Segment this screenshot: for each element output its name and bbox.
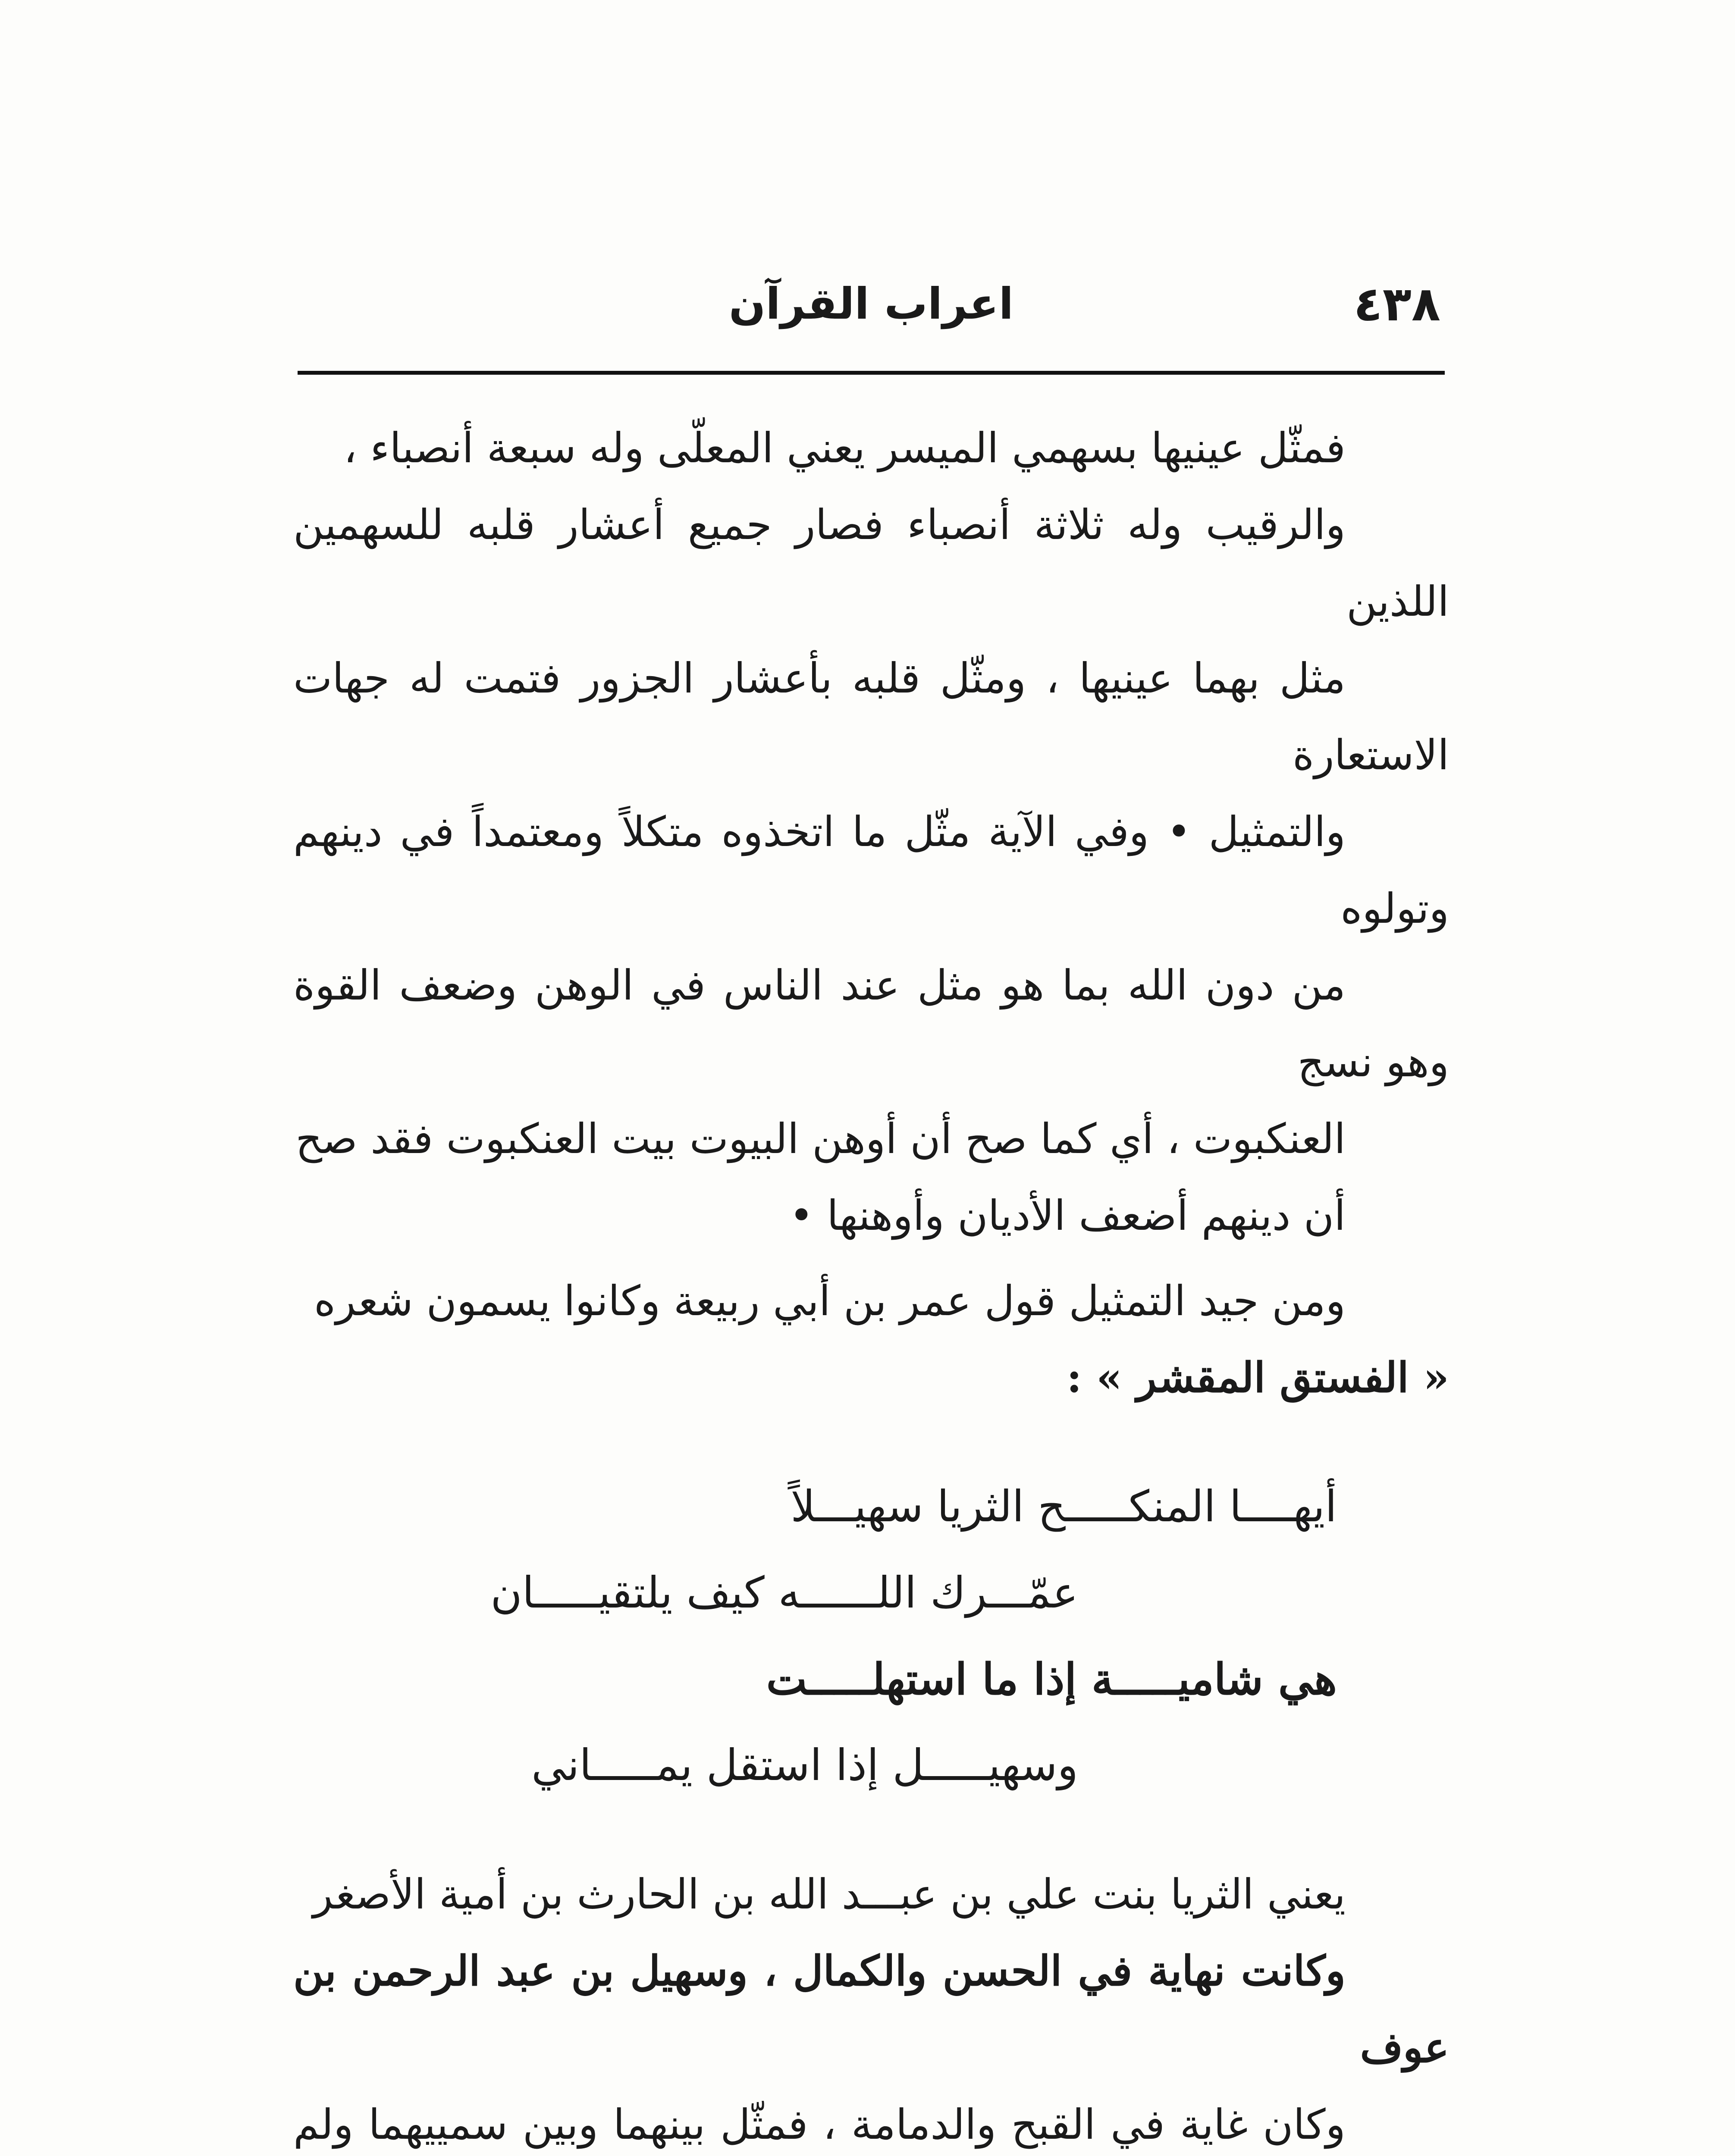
text-line: وكانت نهاية في الحسن والكمال ، وسهيل بن عبد الرحمن بن عوف: [293, 1946, 1449, 2072]
text-line: والرقيب وله ثلاثة أنصباء فصار جميع أعشار قلبه للسهمين اللذين: [293, 501, 1449, 626]
header-divider: [298, 371, 1445, 375]
paragraph: [293, 1856, 1449, 2156]
text-line: فمثّل عينيها بسهمي الميسر يعني المعلّى وله سبعة أنصباء ،: [343, 424, 1346, 472]
page-header: [302, 276, 1440, 349]
verse-hemistich-second: وسهيـــــل إذا استقل يمـــــاني: [531, 1740, 1078, 1790]
text-line: العنكبوت ، أي كما صح أن أوهن البيوت بيت العنكبوت فقد صح: [295, 1115, 1346, 1163]
text-line: مثل بهما عينيها ، ومثّل قلبه بأعشار الجزور فتمت له جهات الاستعارة: [293, 654, 1449, 779]
text-line: ومن جيد التمثيل قول عمر بن أبي ربيعة وكانوا يسمون شعره: [314, 1277, 1346, 1325]
verse-hemistich-first: هي شاميـــــة إذا ما استهلـــــت: [766, 1654, 1337, 1705]
running-title: اعراب القرآن: [728, 279, 1013, 329]
verse-hemistich-second: عمّـــرك اللــــــه كيف يلتقيـــــان: [490, 1567, 1078, 1618]
page-number: ٤٣٨: [1353, 276, 1440, 332]
text-line: من دون الله بما هو مثل عند الناس في الوهن وضعف القوة وهو نسج: [293, 961, 1449, 1086]
paragraph: [293, 1263, 1449, 1416]
text-line: والتمثيل • وفي الآية مثّل ما اتخذوه متكلاً ومعتمداً في دينهم وتولوه: [293, 808, 1449, 933]
paragraph: [293, 410, 1449, 1254]
text-line: أن دينهم أضعف الأديان وأوهنها •: [789, 1191, 1346, 1240]
text-line: وكان غاية في القبح والدمامة ، فمثّل بينهما وبين سمييهما ولم: [293, 2100, 1346, 2149]
text-line: « الفستق المقشر » :: [1067, 1353, 1449, 1402]
poem-block: [293, 1463, 1449, 1808]
page-body: [293, 410, 1449, 2156]
verse-hemistich-first: أيهــــا المنكـــــح الثريا سهيـــلاً: [791, 1481, 1337, 1532]
text-line: يعني الثريا بنت علي بن عبـــد الله بن الحارث بن أمية الأصغر: [313, 1870, 1346, 1918]
